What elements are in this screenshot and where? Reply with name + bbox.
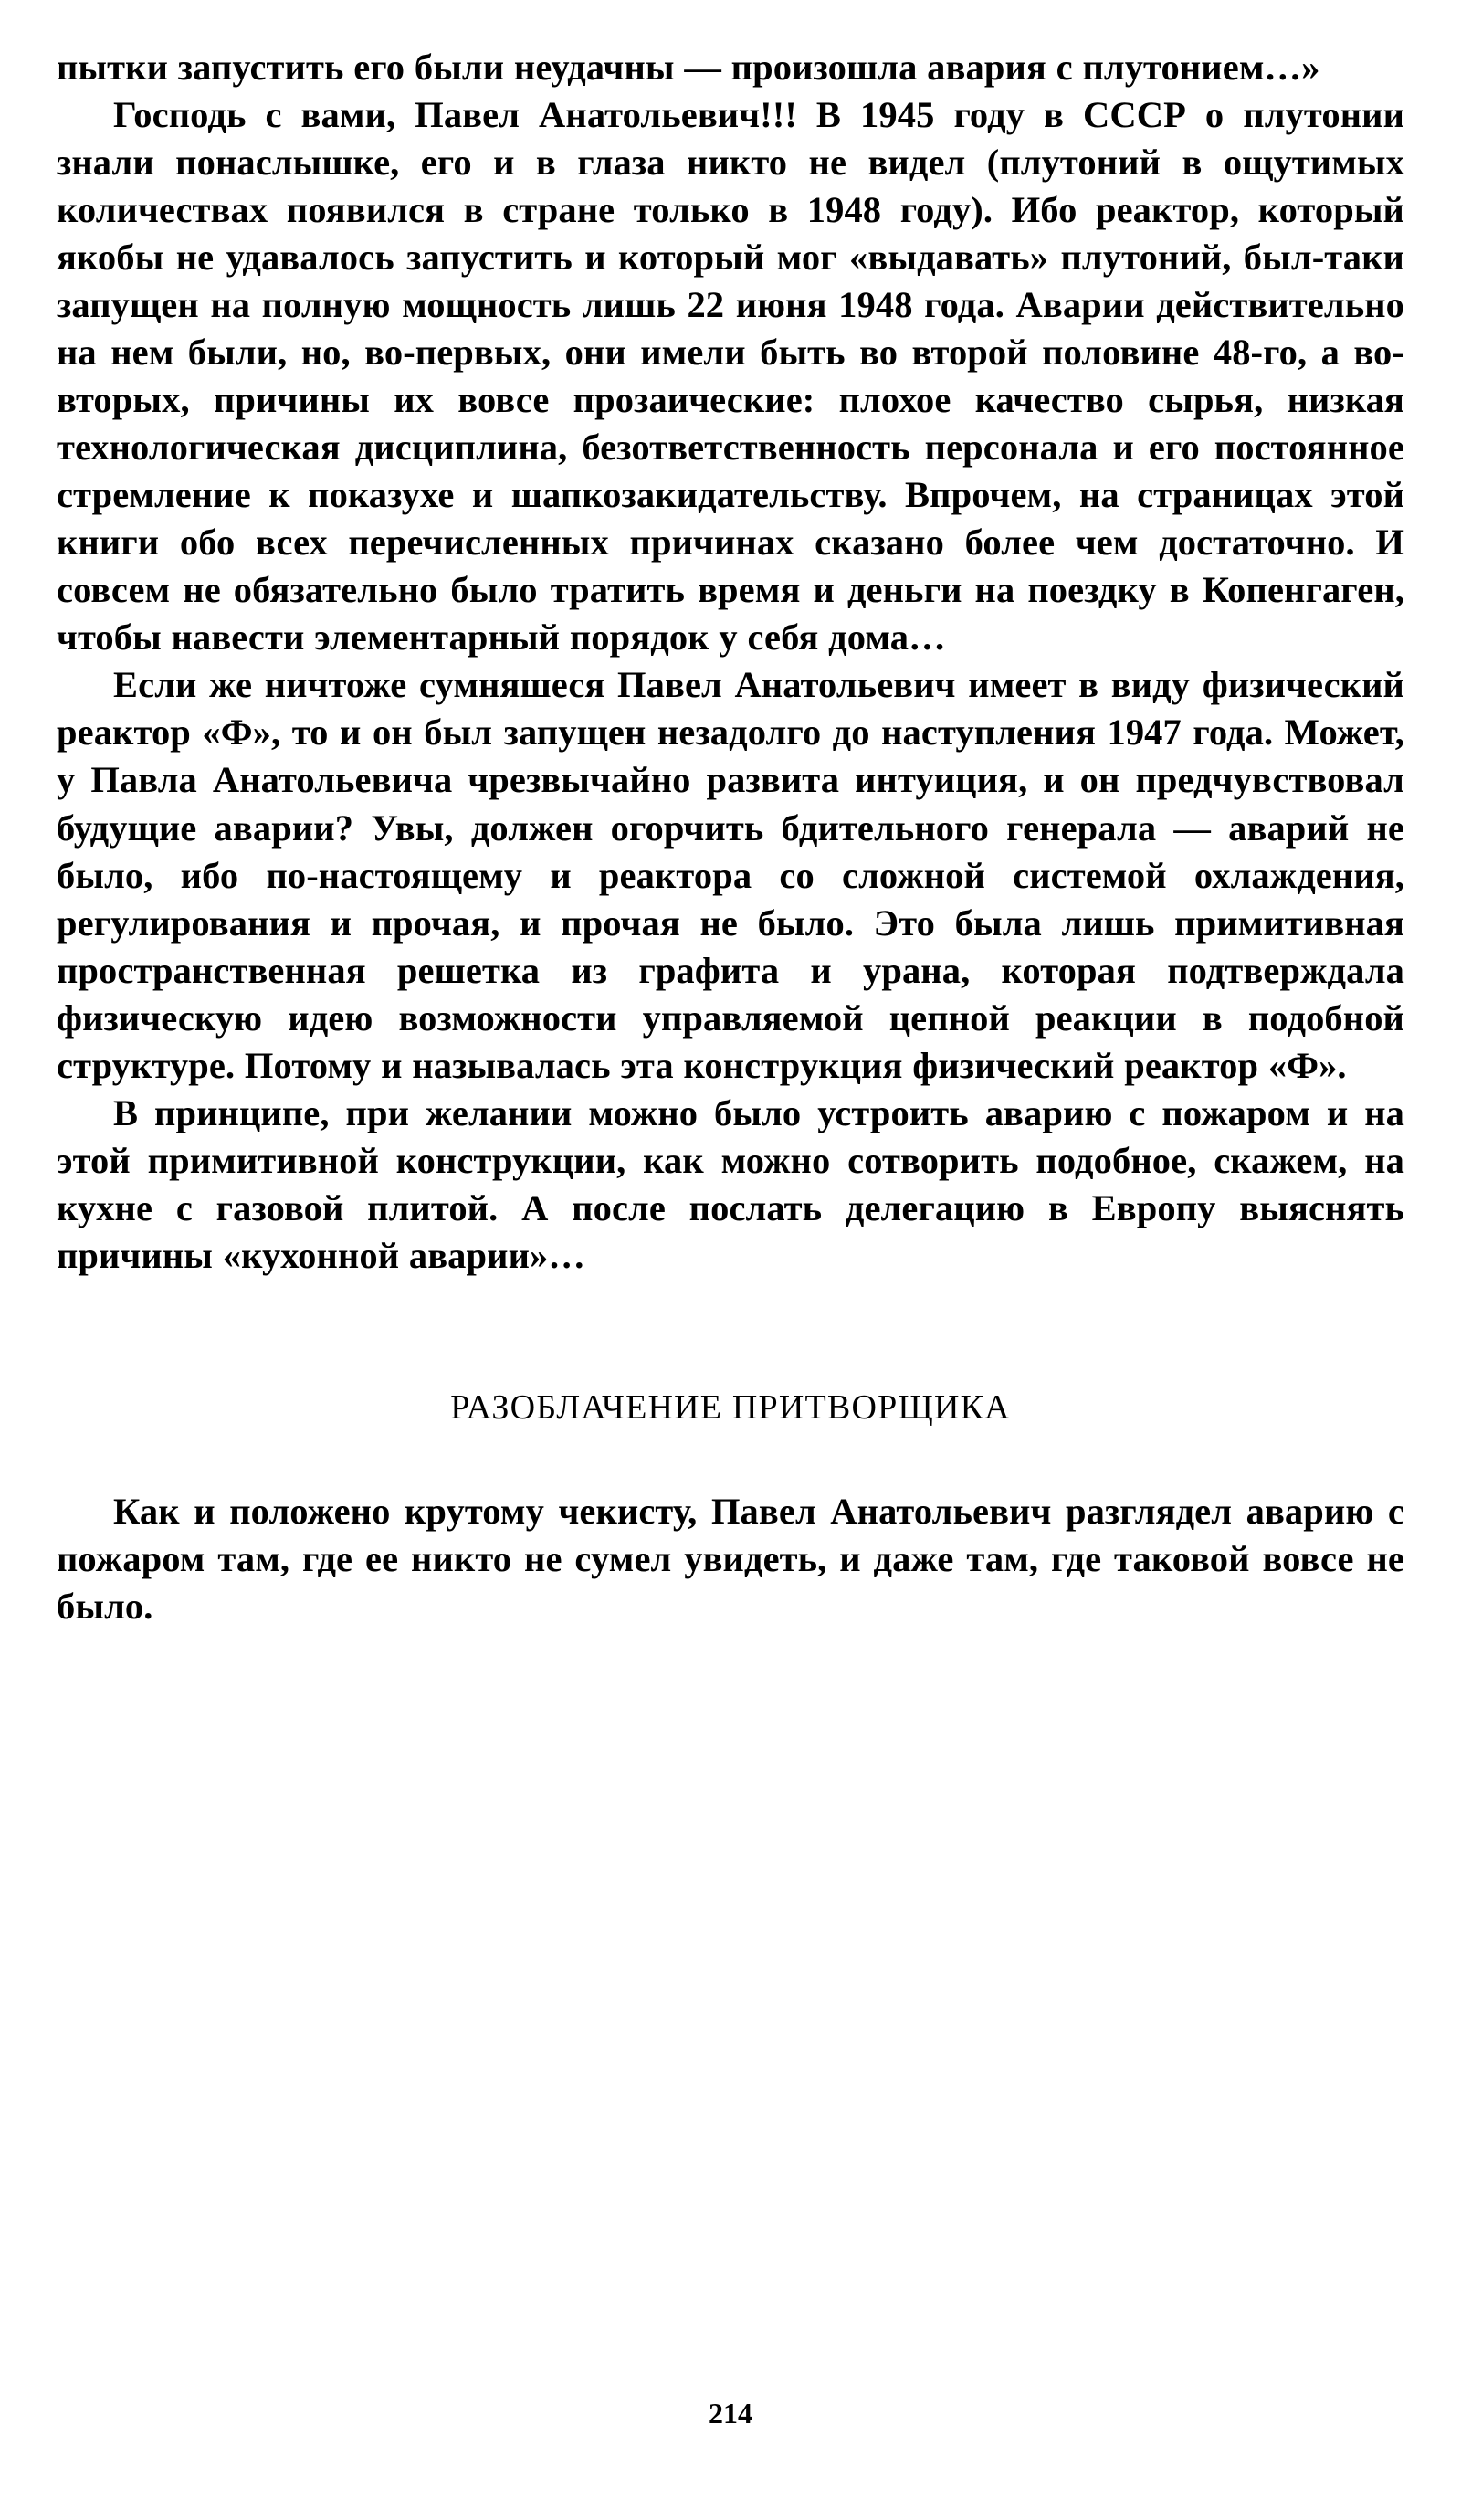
paragraph-gospod: Господь с вами, Павел Анатольевич!!! В 1945 году в СССР о плутонии знали понаслышке, его и в глаза никто не видел (плутоний в ощутимых количествах появился в стране только в 1948 году). Ибо реактор, который якобы не удавалось запустить и который мог «выдавать» плутоний, был-таки запущен на полную мощность лишь 22 июня 1948 года. Аварии действительно на нем были, но, во-первых, они имели быть во второй половине 48-го, а во-вторых, причины их вовсе прозаические: плохое качество сырья, низкая технологическая дисциплина, безответственность персонала и его постоянное стремление к показухе и шапкозакидательству. Впрочем, на страницах этой книги обо всех перечисленных причинах сказано более чем достаточно. И совсем не обязательно было тратить время и деньги на поездку в Копенгаген, чтобы навести элементарный порядок у себя дома… [57,94,1404,659]
paragraph-kak-i-polozheno: Как и положено крутому чекисту, Павел Анатольевич разглядел аварию с пожаром там, где ее никто не сумел увидеть, и даже там, где таковой вовсе не было. [57,1490,1404,1627]
paragraph-continued-quote: пытки запустить его были неудачны — произошла авария с плутонием…» [57,47,1320,88]
page-body-after-heading [57,1488,1404,1630]
paragraph-v-principe: В принципе, при желании можно было устроить аварию с пожаром и на этой примитивной конструкции, как можно сотворить подобное, скажем, на кухне с газовой плитой. А после послать делегацию в Европу выяснять причины «кухонной аварии»… [57,1091,1404,1276]
paragraph-esli-zhe: Если же ничтоже сумняшеся Павел Анатольевич имеет в виду физический реактор «Ф», то и он был запущен незадолго до наступления 1947 года. Может, у Павла Анатольевича чрезвычайно развита интуиция, и он предчувствовал будущие аварии? Увы, должен огорчить бдительного генерала — аварий не было, ибо по-настоящему и реактора со сложной системой охлаждения, регулирования и прочая, и прочая не было. Это была лишь примитивная пространственная решетка из графита и урана, которая подтверждала физическую идею возможности управляемой цепной реакции в подобной структуре. Потому и называлась эта конструкция физический реактор «Ф». [57,664,1404,1086]
section-heading: РАЗОБЛАЧЕНИЕ ПРИТВОРЩИКА [450,1387,1011,1427]
page-body [57,44,1404,1280]
page-number: 214 [709,2397,752,2430]
